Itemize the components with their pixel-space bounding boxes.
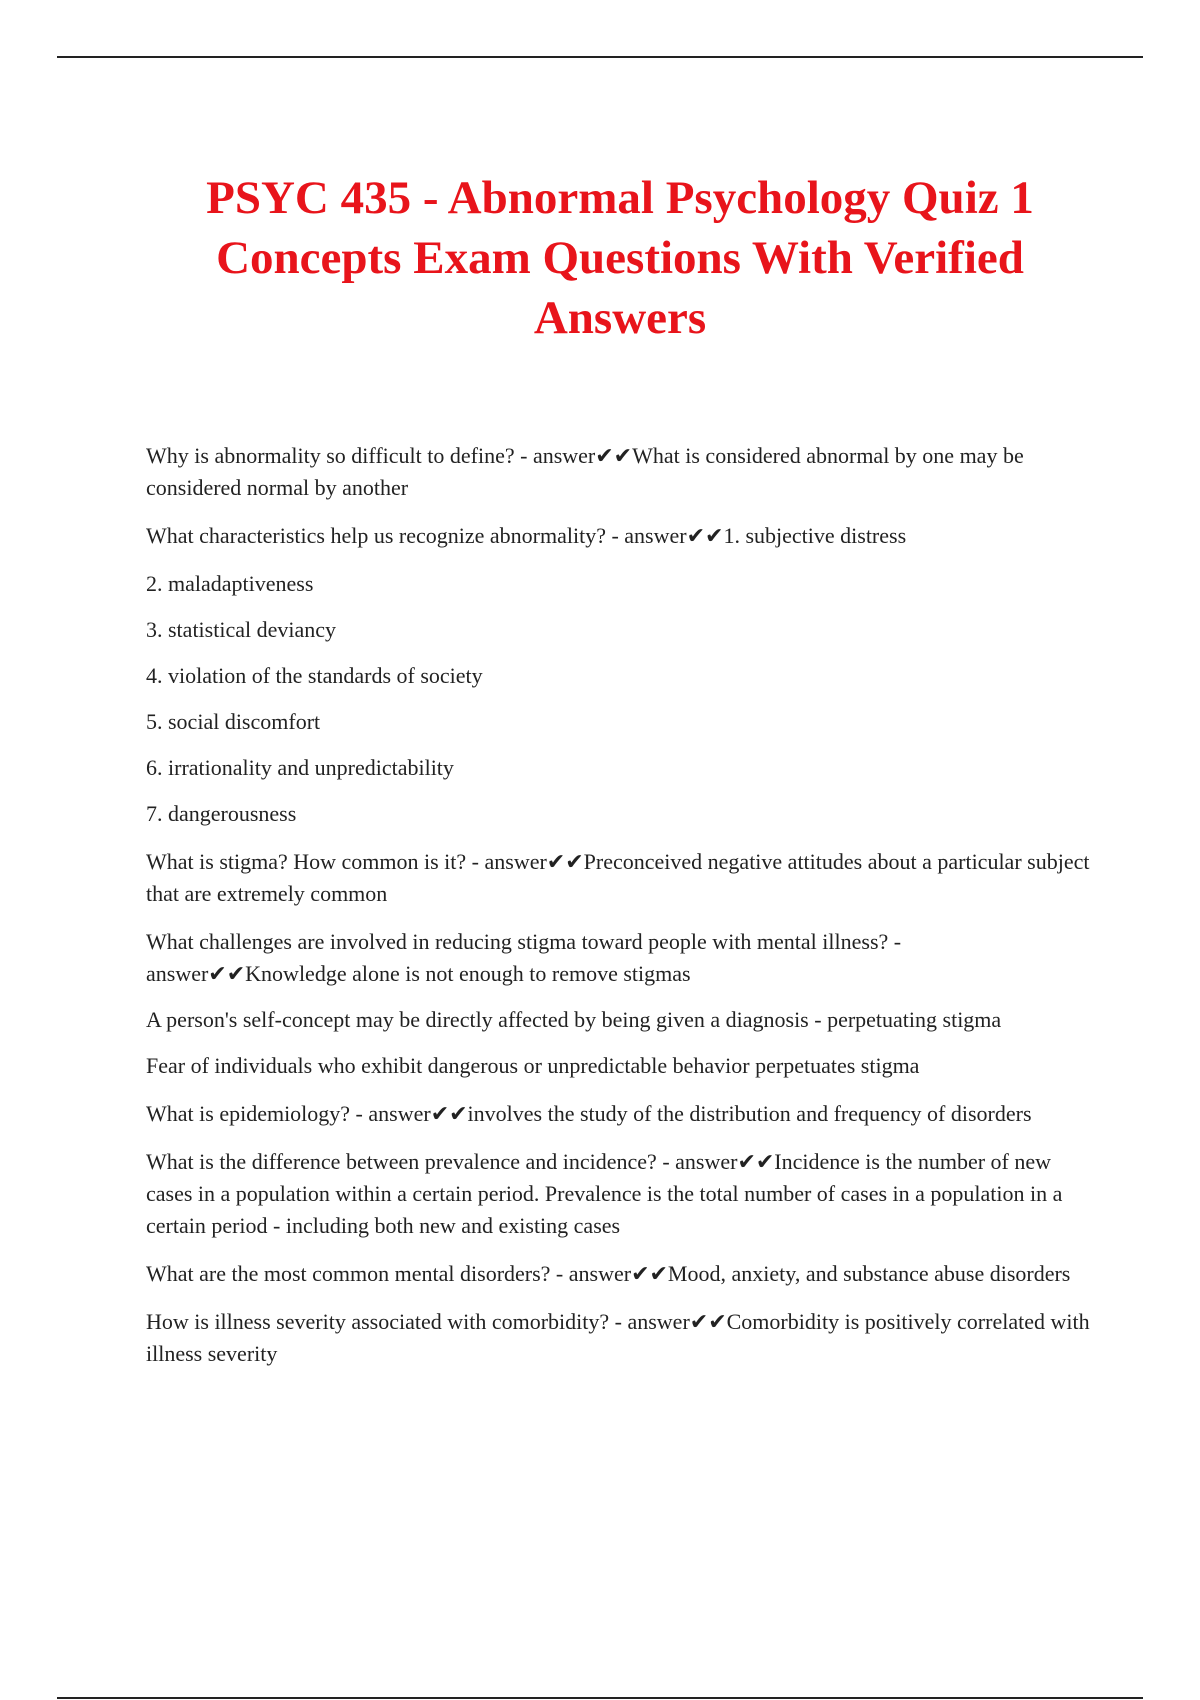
top-rule bbox=[57, 56, 1143, 58]
title-line-2: Concepts Exam Questions With Verified bbox=[216, 232, 1024, 284]
qa-item: What challenges are involved in reducing stigma toward people with mental illness? - answer✔✔Knowledge alone is not enough to remove stigmas bbox=[146, 929, 902, 986]
qa-item: What is the difference between prevalence and incidence? - answer✔✔Incidence is the number of new cases in a population within a certain period. Prevalence is the total number of cases in a population in a certain period - including both new and existing cases bbox=[146, 1149, 1063, 1238]
list-item: 5. social discomfort bbox=[146, 709, 321, 734]
qa-content bbox=[146, 440, 1096, 1370]
qa-item: What are the most common mental disorders? - answer✔✔Mood, anxiety, and substance abuse disorders bbox=[146, 1261, 1071, 1286]
title-line-3: Answers bbox=[533, 292, 707, 344]
qa-item: What is epidemiology? - answer✔✔involves the study of the distribution and frequency of disorders bbox=[146, 1101, 1032, 1126]
list-item: 6. irrationality and unpredictability bbox=[146, 755, 454, 780]
list-item: 3. statistical deviancy bbox=[146, 617, 336, 642]
list-item: 4. violation of the standards of society bbox=[146, 663, 483, 688]
list-item: 7. dangerousness bbox=[146, 801, 297, 826]
qa-item: What is stigma? How common is it? - answer✔✔Preconceived negative attitudes about a particular subject that are extremely common bbox=[146, 849, 1090, 906]
qa-item: How is illness severity associated with comorbidity? - answer✔✔Comorbidity is positively correlated with illness severity bbox=[146, 1309, 1090, 1366]
qa-item: Fear of individuals who exhibit dangerous or unpredictable behavior perpetuates stigma bbox=[146, 1053, 920, 1078]
document-title bbox=[100, 168, 1140, 348]
bottom-rule bbox=[57, 1697, 1143, 1699]
list-item: 2. maladaptiveness bbox=[146, 571, 314, 596]
qa-item: Why is abnormality so difficult to define? - answer✔✔What is considered abnormal by one may be considered normal by another bbox=[146, 443, 1024, 500]
qa-item: A person's self-concept may be directly affected by being given a diagnosis - perpetuating stigma bbox=[146, 1007, 1002, 1032]
qa-item: What characteristics help us recognize abnormality? - answer✔✔1. subjective distress bbox=[146, 523, 907, 548]
title-line-1: PSYC 435 - Abnormal Psychology Quiz 1 bbox=[206, 172, 1034, 224]
